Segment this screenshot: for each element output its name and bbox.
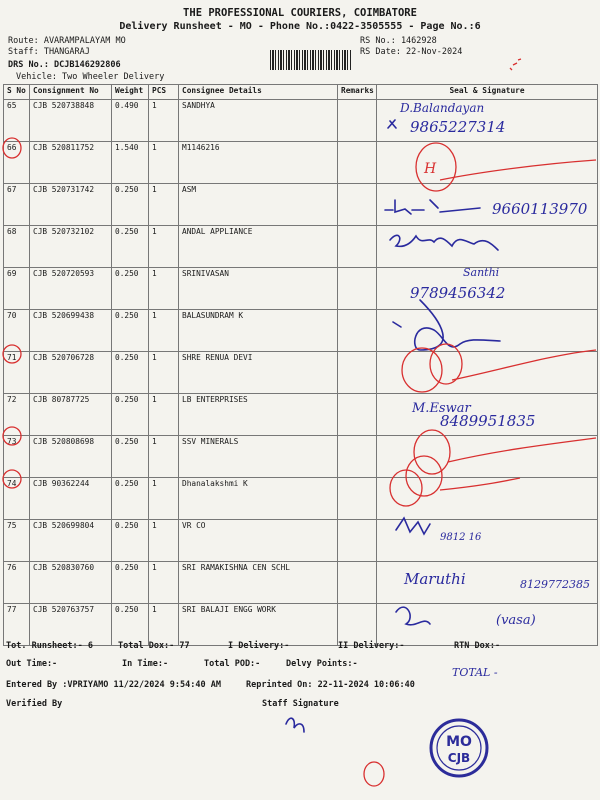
tot-runsheet: Tot. Runsheet:- 6: [6, 641, 93, 651]
cell-signature: [377, 100, 598, 142]
cell-consignee: VR CO: [179, 520, 338, 562]
entered-by: Entered By :VPRIYAMO 11/22/2024 9:54:40 AM: [6, 680, 221, 690]
cell-weight: 0.250: [112, 562, 149, 604]
cell-signature: [377, 394, 598, 436]
signature-row-72: M.Eswar: [412, 401, 471, 416]
table-row: [4, 310, 598, 352]
col-consignment: Consignment No: [30, 85, 112, 100]
signature-row-65: D.Balandayan: [400, 101, 485, 115]
signature-row-69: Santhi: [463, 266, 500, 279]
cell-consignee: SSV MINERALS: [179, 436, 338, 478]
cell-signature: [377, 604, 598, 646]
note-row-75: 9812 16: [440, 532, 482, 543]
vehicle-label: Vehicle: Two Wheeler Delivery: [16, 72, 165, 82]
cell-consignee: ASM: [179, 184, 338, 226]
cell-remarks: [338, 310, 377, 352]
cell-weight: 0.250: [112, 352, 149, 394]
hp-mark: H: [424, 161, 437, 177]
cell-sno: 77: [4, 604, 30, 646]
col-remarks: Remarks: [338, 85, 377, 100]
cell-consignment: CJB 520738848: [30, 100, 112, 142]
table-row: [4, 520, 598, 562]
cell-weight: 0.250: [112, 226, 149, 268]
cell-signature: [377, 562, 598, 604]
rs-date: RS Date: 22-Nov-2024: [360, 47, 463, 57]
out-time: Out Time:-: [6, 659, 58, 669]
cell-sno: 65: [4, 100, 30, 142]
rs-number: RS No.: 1462928: [360, 36, 437, 46]
cell-sno: 72: [4, 394, 30, 436]
cell-pcs: 1: [149, 226, 179, 268]
staff-signature-label: Staff Signature: [262, 699, 339, 709]
table-row: [4, 142, 598, 184]
col-weight: Weight: [112, 85, 149, 100]
stamp-line2: CJB: [447, 751, 471, 765]
cell-remarks: [338, 604, 377, 646]
table-row: [4, 562, 598, 604]
table-row: [4, 436, 598, 478]
cell-signature: [377, 268, 598, 310]
cell-weight: 0.250: [112, 310, 149, 352]
cell-pcs: 1: [149, 352, 179, 394]
cell-consignee: SRINIVASAN: [179, 268, 338, 310]
cell-consignee: SRI RAMAKISHNA CEN SCHL: [179, 562, 338, 604]
total-dox: Total Dox:- 77: [118, 641, 190, 651]
cell-signature: [377, 478, 598, 520]
cell-sno: 73: [4, 436, 30, 478]
cell-weight: 0.250: [112, 520, 149, 562]
cell-sno: 68: [4, 226, 30, 268]
staff-label: Staff: THANGARAJ: [8, 47, 90, 57]
cell-consignee: SRI BALAJI ENGG WORK: [179, 604, 338, 646]
phone-row-65: 9865227314: [410, 118, 506, 136]
note-row-77: (vasa): [496, 613, 536, 628]
cell-consignee: SHRE RENUA DEVI: [179, 352, 338, 394]
reprinted-on: Reprinted On: 22-11-2024 10:06:40: [246, 680, 415, 690]
cell-sno: 66: [4, 142, 30, 184]
cell-weight: 0.250: [112, 394, 149, 436]
stamp-line1: MO: [446, 734, 472, 750]
cell-pcs: 1: [149, 184, 179, 226]
runsheet-table: [3, 84, 598, 646]
cell-signature: [377, 352, 598, 394]
drs-number: DRS No.: DCJB146292806: [8, 60, 121, 70]
cell-pcs: 1: [149, 436, 179, 478]
table-row: [4, 604, 598, 646]
cell-signature: [377, 226, 598, 268]
cell-pcs: 1: [149, 142, 179, 184]
col-seal-signature: Seal & Signature: [377, 85, 598, 100]
table-header-row: [4, 85, 598, 100]
cell-sno: 76: [4, 562, 30, 604]
circle-mark-bottom: [364, 762, 384, 786]
staff-signature: [286, 718, 304, 732]
cell-consignment: CJB 520699438: [30, 310, 112, 352]
cell-consignment: CJB 520830760: [30, 562, 112, 604]
cell-signature: [377, 310, 598, 352]
cell-pcs: 1: [149, 520, 179, 562]
cell-pcs: 1: [149, 100, 179, 142]
cell-signature: [377, 184, 598, 226]
table-row: [4, 268, 598, 310]
cell-weight: 0.250: [112, 268, 149, 310]
cell-sno: 74: [4, 478, 30, 520]
cell-consignment: CJB 90362244: [30, 478, 112, 520]
cell-remarks: [338, 100, 377, 142]
cell-weight: 0.490: [112, 100, 149, 142]
route-label: Route: AVARAMPALAYAM MO: [8, 36, 126, 46]
rtn-dox: RTN Dox:-: [454, 641, 501, 651]
cell-consignment: CJB 520811752: [30, 142, 112, 184]
cell-consignee: Dhanalakshmi K: [179, 478, 338, 520]
table-row: [4, 100, 598, 142]
cell-sno: 71: [4, 352, 30, 394]
cell-signature: [377, 436, 598, 478]
cell-weight: 0.250: [112, 184, 149, 226]
cell-consignment: CJB 520699804: [30, 520, 112, 562]
mo-cjb-stamp: [431, 720, 487, 776]
cell-consignee: LB ENTERPRISES: [179, 394, 338, 436]
cell-pcs: 1: [149, 478, 179, 520]
cell-consignment: CJB 520808698: [30, 436, 112, 478]
signature-row-76: Maruthi: [404, 570, 466, 588]
phone-row-76: 8129772385: [520, 578, 590, 591]
cell-remarks: [338, 226, 377, 268]
table-row: [4, 184, 598, 226]
cell-remarks: [338, 520, 377, 562]
cell-consignment: CJB 520763757: [30, 604, 112, 646]
cell-remarks: [338, 184, 377, 226]
runsheet-title: Delivery Runsheet - MO - Phone No.:0422-3505555 - Page No.:6: [119, 21, 481, 32]
total-pod: Total POD:-: [204, 659, 261, 669]
cell-weight: 0.250: [112, 436, 149, 478]
cell-consignee: BALASUNDRAM K: [179, 310, 338, 352]
cell-consignment: CJB 520706728: [30, 352, 112, 394]
cell-sno: 70: [4, 310, 30, 352]
cell-consignee: M1146216: [179, 142, 338, 184]
cell-consignee: ANDAL APPLIANCE: [179, 226, 338, 268]
cell-sno: 67: [4, 184, 30, 226]
cell-pcs: 1: [149, 268, 179, 310]
phone-row-72: 8489951835: [440, 412, 536, 430]
cell-remarks: [338, 436, 377, 478]
ink-mark: [510, 59, 521, 70]
cell-weight: 1.540: [112, 142, 149, 184]
cell-consignment: CJB 520731742: [30, 184, 112, 226]
in-time: In Time:-: [122, 659, 169, 669]
col-consignee: Consignee Details: [179, 85, 338, 100]
cell-remarks: [338, 142, 377, 184]
table-row: [4, 352, 598, 394]
cell-weight: 0.250: [112, 604, 149, 646]
delvy-points: Delvy Points:-: [286, 659, 358, 669]
cell-consignment: CJB 80787725: [30, 394, 112, 436]
cell-consignee: SANDHYA: [179, 100, 338, 142]
cell-pcs: 1: [149, 310, 179, 352]
phone-row-67: 9660113970: [492, 200, 588, 218]
cell-remarks: [338, 478, 377, 520]
cell-remarks: [338, 562, 377, 604]
verified-by: Verified By: [6, 699, 63, 709]
table-row: [4, 394, 598, 436]
cell-remarks: [338, 352, 377, 394]
cell-pcs: 1: [149, 562, 179, 604]
cell-pcs: 1: [149, 604, 179, 646]
cell-signature: [377, 520, 598, 562]
ii-delivery: II Delivery:-: [338, 641, 405, 651]
table-row: [4, 226, 598, 268]
col-pcs: PCS: [149, 85, 179, 100]
barcode: [270, 50, 352, 70]
cell-sno: 75: [4, 520, 30, 562]
cell-weight: 0.250: [112, 478, 149, 520]
phone-row-69: 9789456342: [410, 284, 506, 302]
col-sno: S No: [4, 85, 30, 100]
total-note: TOTAL -: [452, 666, 498, 679]
i-delivery: I Delivery:-: [228, 641, 290, 651]
cell-signature: [377, 142, 598, 184]
cell-consignment: CJB 520720593: [30, 268, 112, 310]
cell-sno: 69: [4, 268, 30, 310]
cell-consignment: CJB 520732102: [30, 226, 112, 268]
cell-pcs: 1: [149, 394, 179, 436]
table-row: [4, 478, 598, 520]
cell-remarks: [338, 394, 377, 436]
company-title: THE PROFESSIONAL COURIERS, COIMBATORE: [183, 7, 417, 19]
cell-remarks: [338, 268, 377, 310]
